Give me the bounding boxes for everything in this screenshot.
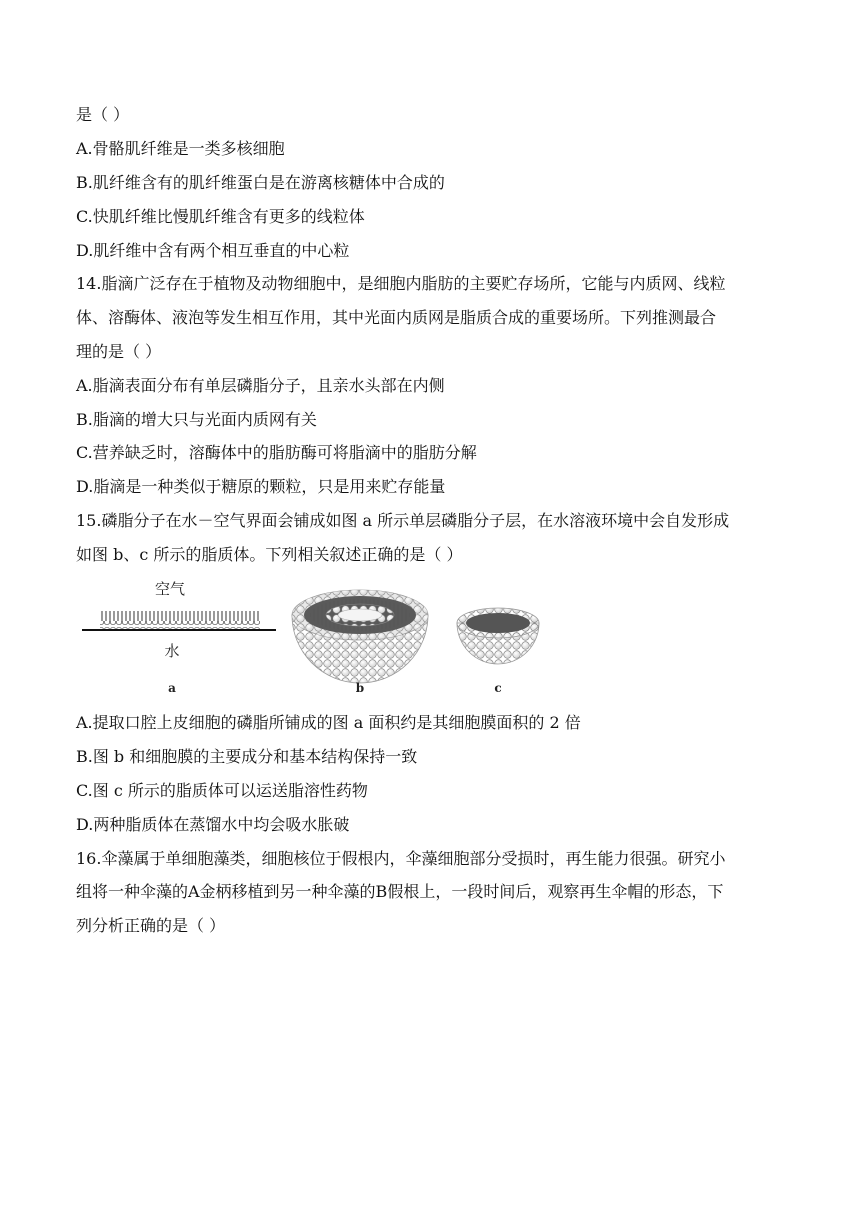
figure-a-monolayer <box>82 580 276 695</box>
option-b: B.脂滴的增大只与光面内质网有关 <box>76 410 317 429</box>
question-16-line-2: 组将一种伞藻的A金柄移植到另一种伞藻的B假根上，一段时间后，观察再生伞帽的形态，下 <box>76 882 724 901</box>
water-label: 水 <box>164 642 180 660</box>
option-d: D.两种脂质体在蒸馏水中均会吸水胀破 <box>76 815 350 834</box>
text-line: 是（ ） <box>76 105 130 124</box>
figure-c-liposome <box>457 608 539 695</box>
option-d: D.肌纤维中含有两个相互垂直的中心粒 <box>76 241 350 260</box>
option-a: A.脂滴表面分布有单层磷脂分子，且亲水头部在内侧 <box>76 376 445 395</box>
option-a: A.骨骼肌纤维是一类多核细胞 <box>76 139 285 158</box>
option-b: B.图 b 和细胞膜的主要成分和基本结构保持一致 <box>76 747 418 766</box>
label-c: c <box>494 681 502 695</box>
option-c: C.快肌纤维比慢肌纤维含有更多的线粒体 <box>76 207 365 226</box>
question-14-line-2: 体、溶酶体、液泡等发生相互作用，其中光面内质网是脂质合成的重要场所。下列推测最合 <box>76 308 717 327</box>
question-16-line-1: 16.伞藻属于单细胞藻类，细胞核位于假根内，伞藻细胞部分受损时，再生能力很强。研究小 <box>76 849 726 868</box>
option-c: C.图 c 所示的脂质体可以运送脂溶性药物 <box>76 781 368 800</box>
question-15-line-1: 15.磷脂分子在水－空气界面会铺成如图 a 所示单层磷脂分子层，在水溶液环境中会自发形成 <box>76 511 730 530</box>
question-14-line-3: 理的是（ ） <box>76 342 162 361</box>
figure-b-liposome <box>292 590 428 695</box>
question-14-line-1: 14.脂滴广泛存在于植物及动物细胞中，是细胞内脂肪的主要贮存场所，它能与内质网、线粒 <box>76 274 726 293</box>
liposome-figure <box>80 578 550 698</box>
question-16-line-3: 列分析正确的是（ ） <box>76 916 226 935</box>
label-a: a <box>168 681 176 695</box>
question-15-line-2: 如图 b、c 所示的脂质体。下列相关叙述正确的是（ ） <box>76 545 463 564</box>
option-a: A.提取口腔上皮细胞的磷脂所铺成的图 a 面积约是其细胞膜面积的 2 倍 <box>76 713 581 732</box>
air-label: 空气 <box>154 580 186 598</box>
option-b: B.肌纤维含有的肌纤维蛋白是在游离核糖体中合成的 <box>76 173 445 192</box>
label-b: b <box>355 681 365 695</box>
option-c: C.营养缺乏时，溶酶体中的脂肪酶可将脂滴中的脂肪分解 <box>76 443 477 462</box>
option-d: D.脂滴是一种类似于糖原的颗粒，只是用来贮存能量 <box>76 477 446 496</box>
